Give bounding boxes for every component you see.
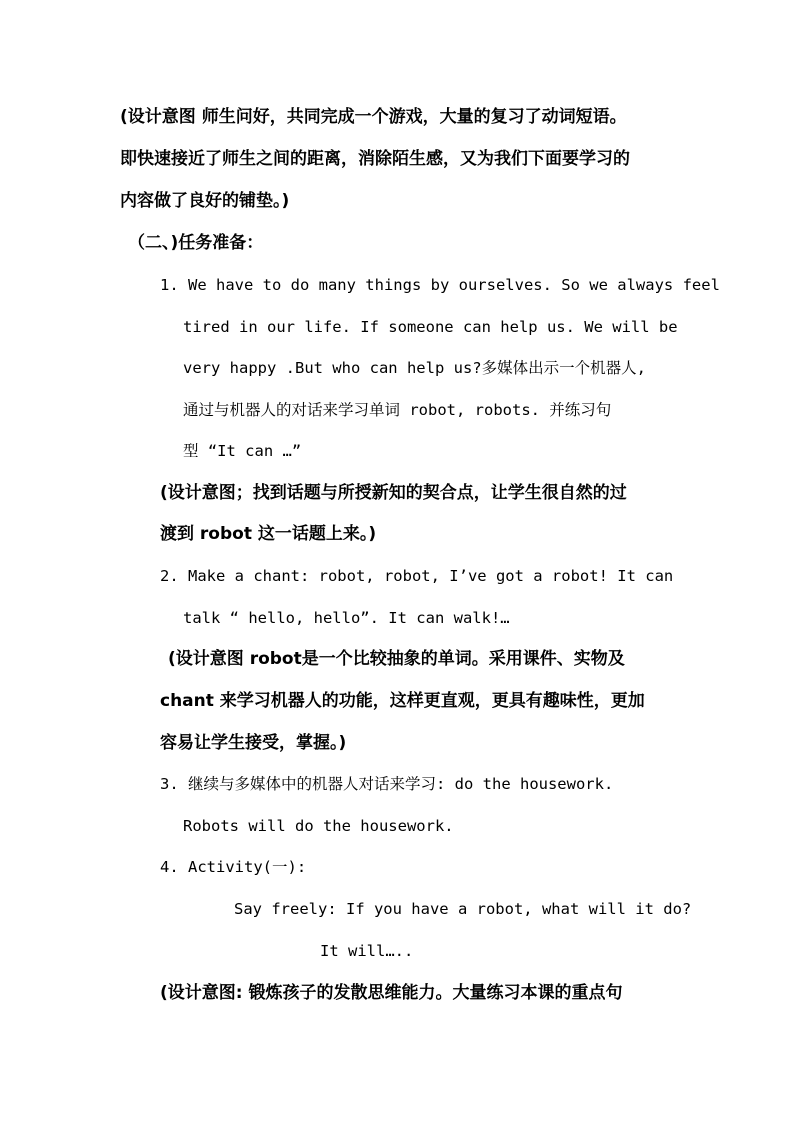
item-2-line-2: talk “ hello, hello”. It can walk!… [183,609,510,627]
item-4-line-3: It will….. [320,942,414,960]
section-heading: （二、)任务准备： [128,233,264,253]
item-2-line-1: 2. Make a chant: robot, robot, I’ve got a robot! It can [160,567,674,585]
design-note-1-line-2: 即快速接近了师生之间的距离，消除陌生感，又为我们下面要学习的 [120,149,630,169]
design-note-4-line-1: (设计意图: 锻炼孩子的发散思维能力。大量练习本课的重点句 [160,983,623,1003]
design-note-1-line-1: (设计意图 师生问好，共同完成一个游戏，大量的复习了动词短语。 [120,107,627,127]
design-note-2-line-1: (设计意图；找到话题与所授新知的契合点，让学生很自然的过 [160,483,627,503]
item-1-line-2: tired in our life. If someone can help us. We will be [183,318,678,336]
design-note-1-line-3: 内容做了良好的铺垫。) [120,191,290,211]
item-1-line-4: 通过与机器人的对话来学习单词 robot, robots. 并练习句 [183,401,612,419]
item-1-line-3: very happy .But who can help us?多媒体出示一个机器人, [183,359,646,377]
design-note-2-line-2: 渡到 robot 这一话题上来。) [160,524,377,544]
item-3-line-2: Robots will do the housework. [183,817,454,835]
item-1-line-1: 1. We have to do many things by ourselves. So we always feel [160,276,720,294]
item-1-line-5: 型 “It can …” [183,442,302,460]
item-4-line-2: Say freely: If you have a robot, what will it do? [234,900,692,918]
design-note-3-line-3: 容易让学生接受，掌握。) [160,733,347,753]
design-note-3-line-2: chant 来学习机器人的功能，这样更直观，更具有趣味性，更加 [160,691,645,711]
item-4-line-1: 4. Activity(一): [160,858,307,876]
design-note-3-line-1: (设计意图 robot是一个比较抽象的单词。采用课件、实物及 [168,649,625,669]
item-3-line-1: 3. 继续与多媒体中的机器人对话来学习: do the housework. [160,775,614,793]
